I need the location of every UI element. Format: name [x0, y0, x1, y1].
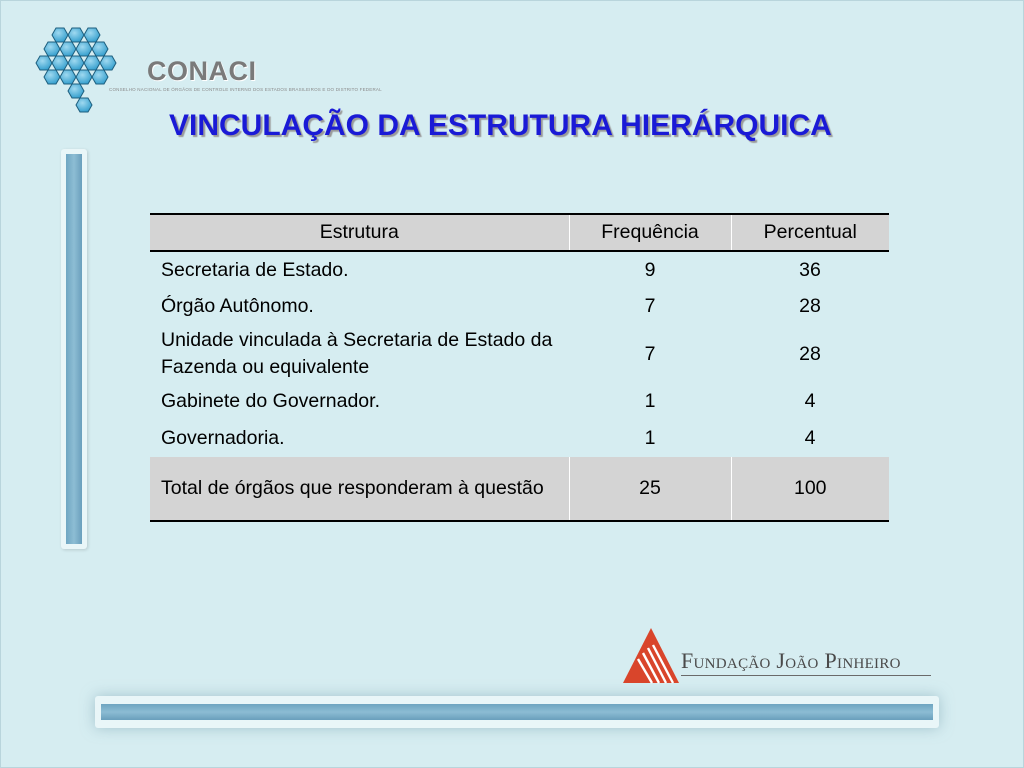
cell-percentual: 4 [804, 427, 816, 449]
cell-estrutura: Governadoria. [161, 427, 285, 449]
conaci-logo [29, 23, 382, 113]
cell-percentual: 28 [799, 342, 821, 365]
hexagon-cluster-icon [29, 23, 124, 113]
cell-frequencia: 1 [644, 427, 656, 449]
logo-name: CONACI [147, 56, 257, 86]
cell-frequencia: 9 [644, 258, 656, 281]
bottom-decorative-bar [95, 696, 939, 728]
table-row [150, 383, 889, 420]
slide-title: VINCULAÇÃO DA ESTRUTURA HIERÁRQUICA [169, 109, 832, 142]
table-row [150, 251, 889, 288]
cell-frequencia: 7 [644, 295, 656, 317]
fjp-name: Fundação João Pinheiro [681, 648, 901, 673]
left-bar-fill [66, 154, 82, 544]
structure-table [150, 213, 889, 522]
table-row [150, 420, 889, 457]
fjp-triangle-icon [621, 626, 681, 686]
left-decorative-bar [61, 149, 87, 549]
fjp-underline [681, 675, 931, 676]
header-estrutura: Estrutura [150, 214, 569, 251]
cell-estrutura: Secretaria de Estado. [161, 258, 349, 281]
header-percentual: Percentual [731, 214, 889, 251]
cell-total-frequencia: 25 [569, 457, 731, 521]
cell-percentual: 36 [799, 258, 821, 281]
cell-estrutura: Órgão Autônomo. [161, 295, 314, 317]
bottom-bar-fill [101, 704, 933, 720]
table-row [150, 288, 889, 325]
logo-subtitle: CONSELHO NACIONAL DE ÓRGÃOS DE CONTROLE INTERNO DOS ESTADOS BRASILEIROS E DO DISTRITO FEDERAL [109, 87, 382, 92]
table-total-row [150, 457, 889, 521]
cell-total-percentual: 100 [731, 457, 889, 521]
cell-percentual: 4 [804, 390, 816, 412]
cell-estrutura: Gabinete do Governador. [161, 390, 380, 412]
header-frequencia: Frequência [569, 214, 731, 251]
cell-percentual: 28 [799, 295, 821, 317]
fjp-logo [621, 626, 941, 686]
cell-estrutura: Unidade vinculada à Secretaria de Estado da Fazenda ou equivalente [161, 329, 553, 378]
cell-total-estrutura: Total de órgãos que responderam à questão [150, 457, 569, 521]
table-header-row [150, 214, 889, 251]
table-row [150, 325, 889, 383]
cell-frequencia: 7 [644, 342, 656, 365]
cell-frequencia: 1 [644, 390, 656, 412]
